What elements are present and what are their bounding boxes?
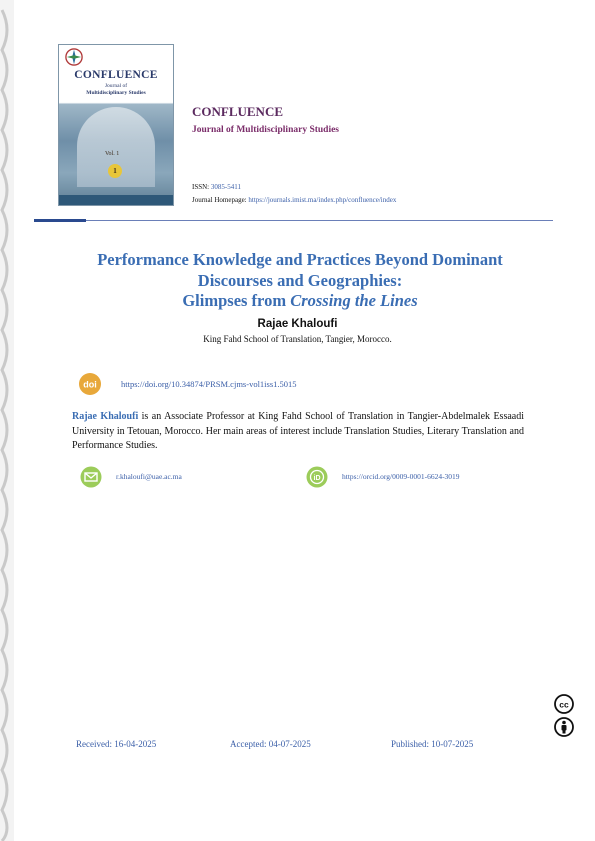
homepage-line: [192, 196, 396, 204]
issn-line: [192, 183, 241, 191]
doi-icon: [78, 372, 102, 396]
title-line-3-italic: Crossing the Lines: [290, 291, 418, 310]
title-line-2: Discourses and Geographies:: [197, 270, 403, 290]
title-line-1: Performance Knowledge and Practices Beyond Dominant: [97, 250, 503, 269]
header-divider-accent: [34, 219, 86, 222]
cover-subtitle-line1: Journal of: [104, 83, 128, 89]
cc-icon: [554, 694, 574, 714]
author-bio: [72, 410, 524, 454]
cover-title: CONFLUENCE: [74, 69, 158, 81]
author-affiliation: King Fahd School of Translation, Tangier, Morocco.: [203, 334, 392, 344]
svg-text:iD: iD: [313, 475, 321, 482]
journal-logo-icon: [65, 48, 83, 66]
cover-subtitle-line2: Multidisciplinary Studies: [86, 90, 146, 96]
author-name: Rajae Khaloufi: [257, 318, 338, 330]
homepage-label: Journal Homepage:: [192, 196, 247, 204]
doi-link[interactable]: https://doi.org/10.34874/PRSM.cjms-vol1iss1.5015: [121, 379, 297, 389]
title-line-3-plain: Glimpses from: [182, 291, 287, 310]
received-date: Received: 16-04-2025: [76, 739, 157, 749]
published-date: Published: 10-07-2025: [391, 739, 474, 749]
header-divider: [34, 220, 553, 221]
journal-cover-image: [58, 44, 174, 206]
article-title: [40, 250, 560, 312]
bio-text: is an Associate Professor at King Fahd School of Translation in Tangier-Abdelmalek Essaadi University in Tetouan, Morocco. Her main areas of interest include Translation Studies, Literary Translation and Performance Studies.: [72, 411, 524, 451]
svg-text:doi: doi: [83, 379, 97, 390]
homepage-link[interactable]: https://journals.imist.ma/index.php/confluence/index: [248, 196, 397, 204]
issn-label: ISSN:: [192, 183, 210, 191]
email-icon: [80, 466, 102, 488]
cover-bottom-band: [59, 195, 173, 205]
accepted-date: Accepted: 04-07-2025: [230, 739, 311, 749]
orcid-icon: [306, 466, 328, 488]
journal-name: CONFLUENCE: [192, 104, 284, 119]
title-line-3: [40, 291, 560, 312]
bio-author-name: Rajae Khaloufi: [72, 411, 139, 422]
journal-subtitle: Journal of Multidisciplinary Studies: [192, 125, 340, 135]
email-link[interactable]: r.khaloufi@uae.ac.ma: [116, 472, 182, 481]
svg-text:cc: cc: [559, 699, 569, 710]
issn-value: 3085-5411: [210, 183, 241, 191]
by-icon: [554, 717, 574, 737]
cover-volume: Vol. 1: [105, 151, 120, 157]
cover-issue-badge: 1: [108, 164, 122, 178]
orcid-link[interactable]: https://orcid.org/0009-0001-6624-3019: [342, 472, 460, 481]
decorative-left-border: [0, 0, 14, 841]
